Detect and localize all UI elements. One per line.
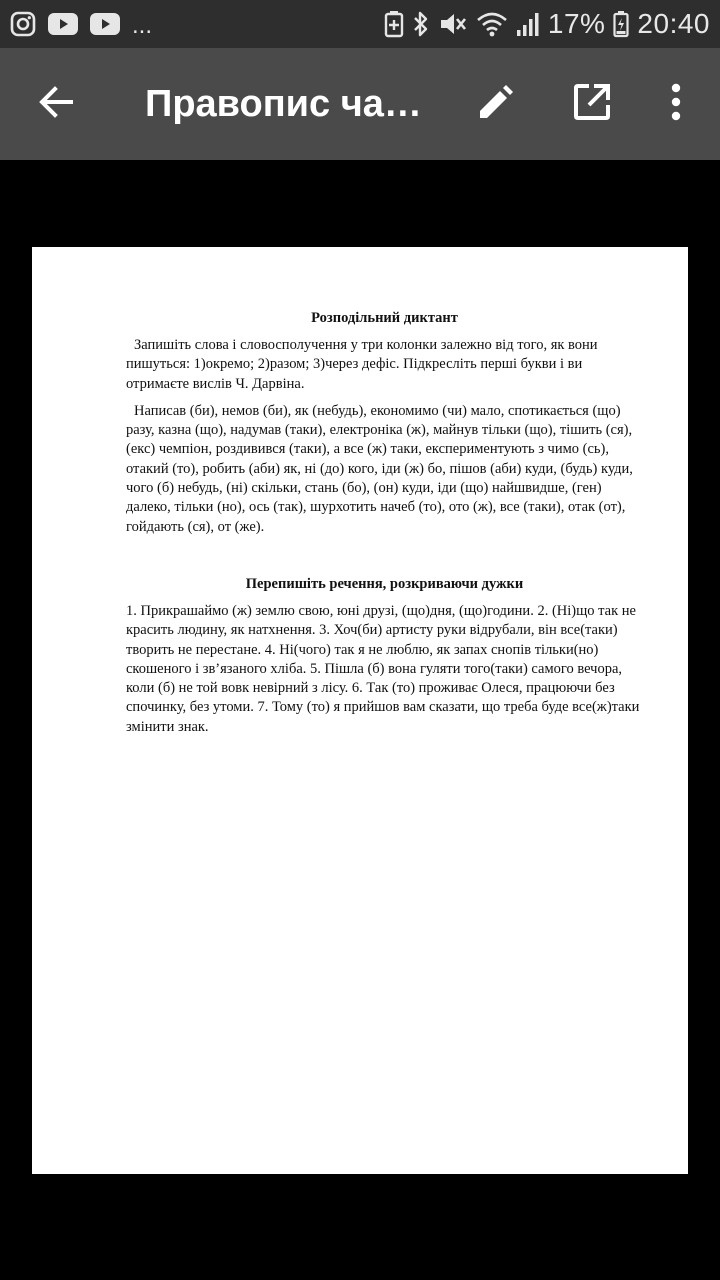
back-button[interactable]	[20, 48, 92, 160]
youtube-icon	[48, 13, 78, 35]
document-viewer[interactable]	[0, 160, 720, 1280]
section2-sentences: 1. Прикрашаймо (ж) землю свою, юні друзі, (що)дня, (що)години. 2. (Ні)що так не красить людину, як натхнення. 3. Хоч(би) артисту руки відрубали, він все(таки) творить не перестане. 4. Ні(чого) так я не люблю, як запах снопів тільки(но) скошеного і зв’язаного хліба. 5. Пішла (б) вона гуляти того(таки) самого вечора, коли (б) не той вовк невірний з лісу. 6. Так (то) проживає Олеся, працюючи без спочинку, без утоми. 7. Тому (то) я прийшов вам сказати, що треба буде все(ж)таки змінити знак.	[126, 602, 640, 735]
document-page	[32, 247, 688, 1174]
section2-heading: Перепишіть речення, розкриваючи дужки	[245, 575, 524, 592]
bluetooth-icon	[412, 10, 430, 38]
section1-heading: Розподільний диктант	[311, 310, 458, 326]
more-vert-icon	[670, 83, 682, 126]
instagram-icon	[10, 11, 36, 37]
section-spacer	[126, 545, 643, 575]
edit-button[interactable]	[460, 48, 532, 160]
mute-icon	[438, 10, 468, 38]
document-title: Правопис ча…	[145, 83, 422, 125]
section1-instruction: Запишіть слова і словосполучення у три колонки залежно від того, як вони пишуться: 1)окремо; 2)разом; 3)через дефіс. Підкресліть перші букви і ви отримаєте вислів Ч. Дарвіна.	[126, 337, 598, 392]
more-notifications-indicator: ...	[132, 12, 153, 39]
open-in-new-button[interactable]	[556, 48, 628, 160]
youtube-icon	[90, 13, 120, 35]
pencil-icon	[476, 82, 516, 127]
battery-icon	[613, 10, 629, 38]
open-in-new-icon	[572, 82, 612, 127]
battery-percent: 17%	[547, 8, 606, 39]
system-icons	[384, 0, 710, 48]
app-toolbar	[0, 48, 720, 160]
more-options-button[interactable]	[640, 48, 712, 160]
section1-words: Написав (би), немов (би), як (небудь), економимо (чи) мало, спотикається (що) разу, казна (що), надумав (таки), електроніка (ж), майнув тільки (що), тішить (ся), (екс) чемпіон, роздивився (таки), а все (ж) таки, експериментують з чимо (сь), отакий (то), робить (аби) як, ні (до) кого, іди (ж) бо, пішов (аби) куди, (будь) куди, чого (б) небудь, (ні) скільки, стань (бо), (он) куди, іди (що) найшвидше, (ген) далеко, тільки (но), ось (так), шурхотить начеб (то), ото (ж), все (таки), отак (от), гойдають (ся), от (же).	[126, 402, 633, 535]
notification-icons	[10, 0, 152, 48]
signal-icon	[516, 10, 540, 38]
clock: 20:40	[637, 8, 710, 39]
battery-saver-icon	[384, 10, 404, 38]
wifi-icon	[476, 10, 508, 38]
status-bar	[0, 0, 720, 48]
arrow-back-icon	[37, 83, 75, 126]
